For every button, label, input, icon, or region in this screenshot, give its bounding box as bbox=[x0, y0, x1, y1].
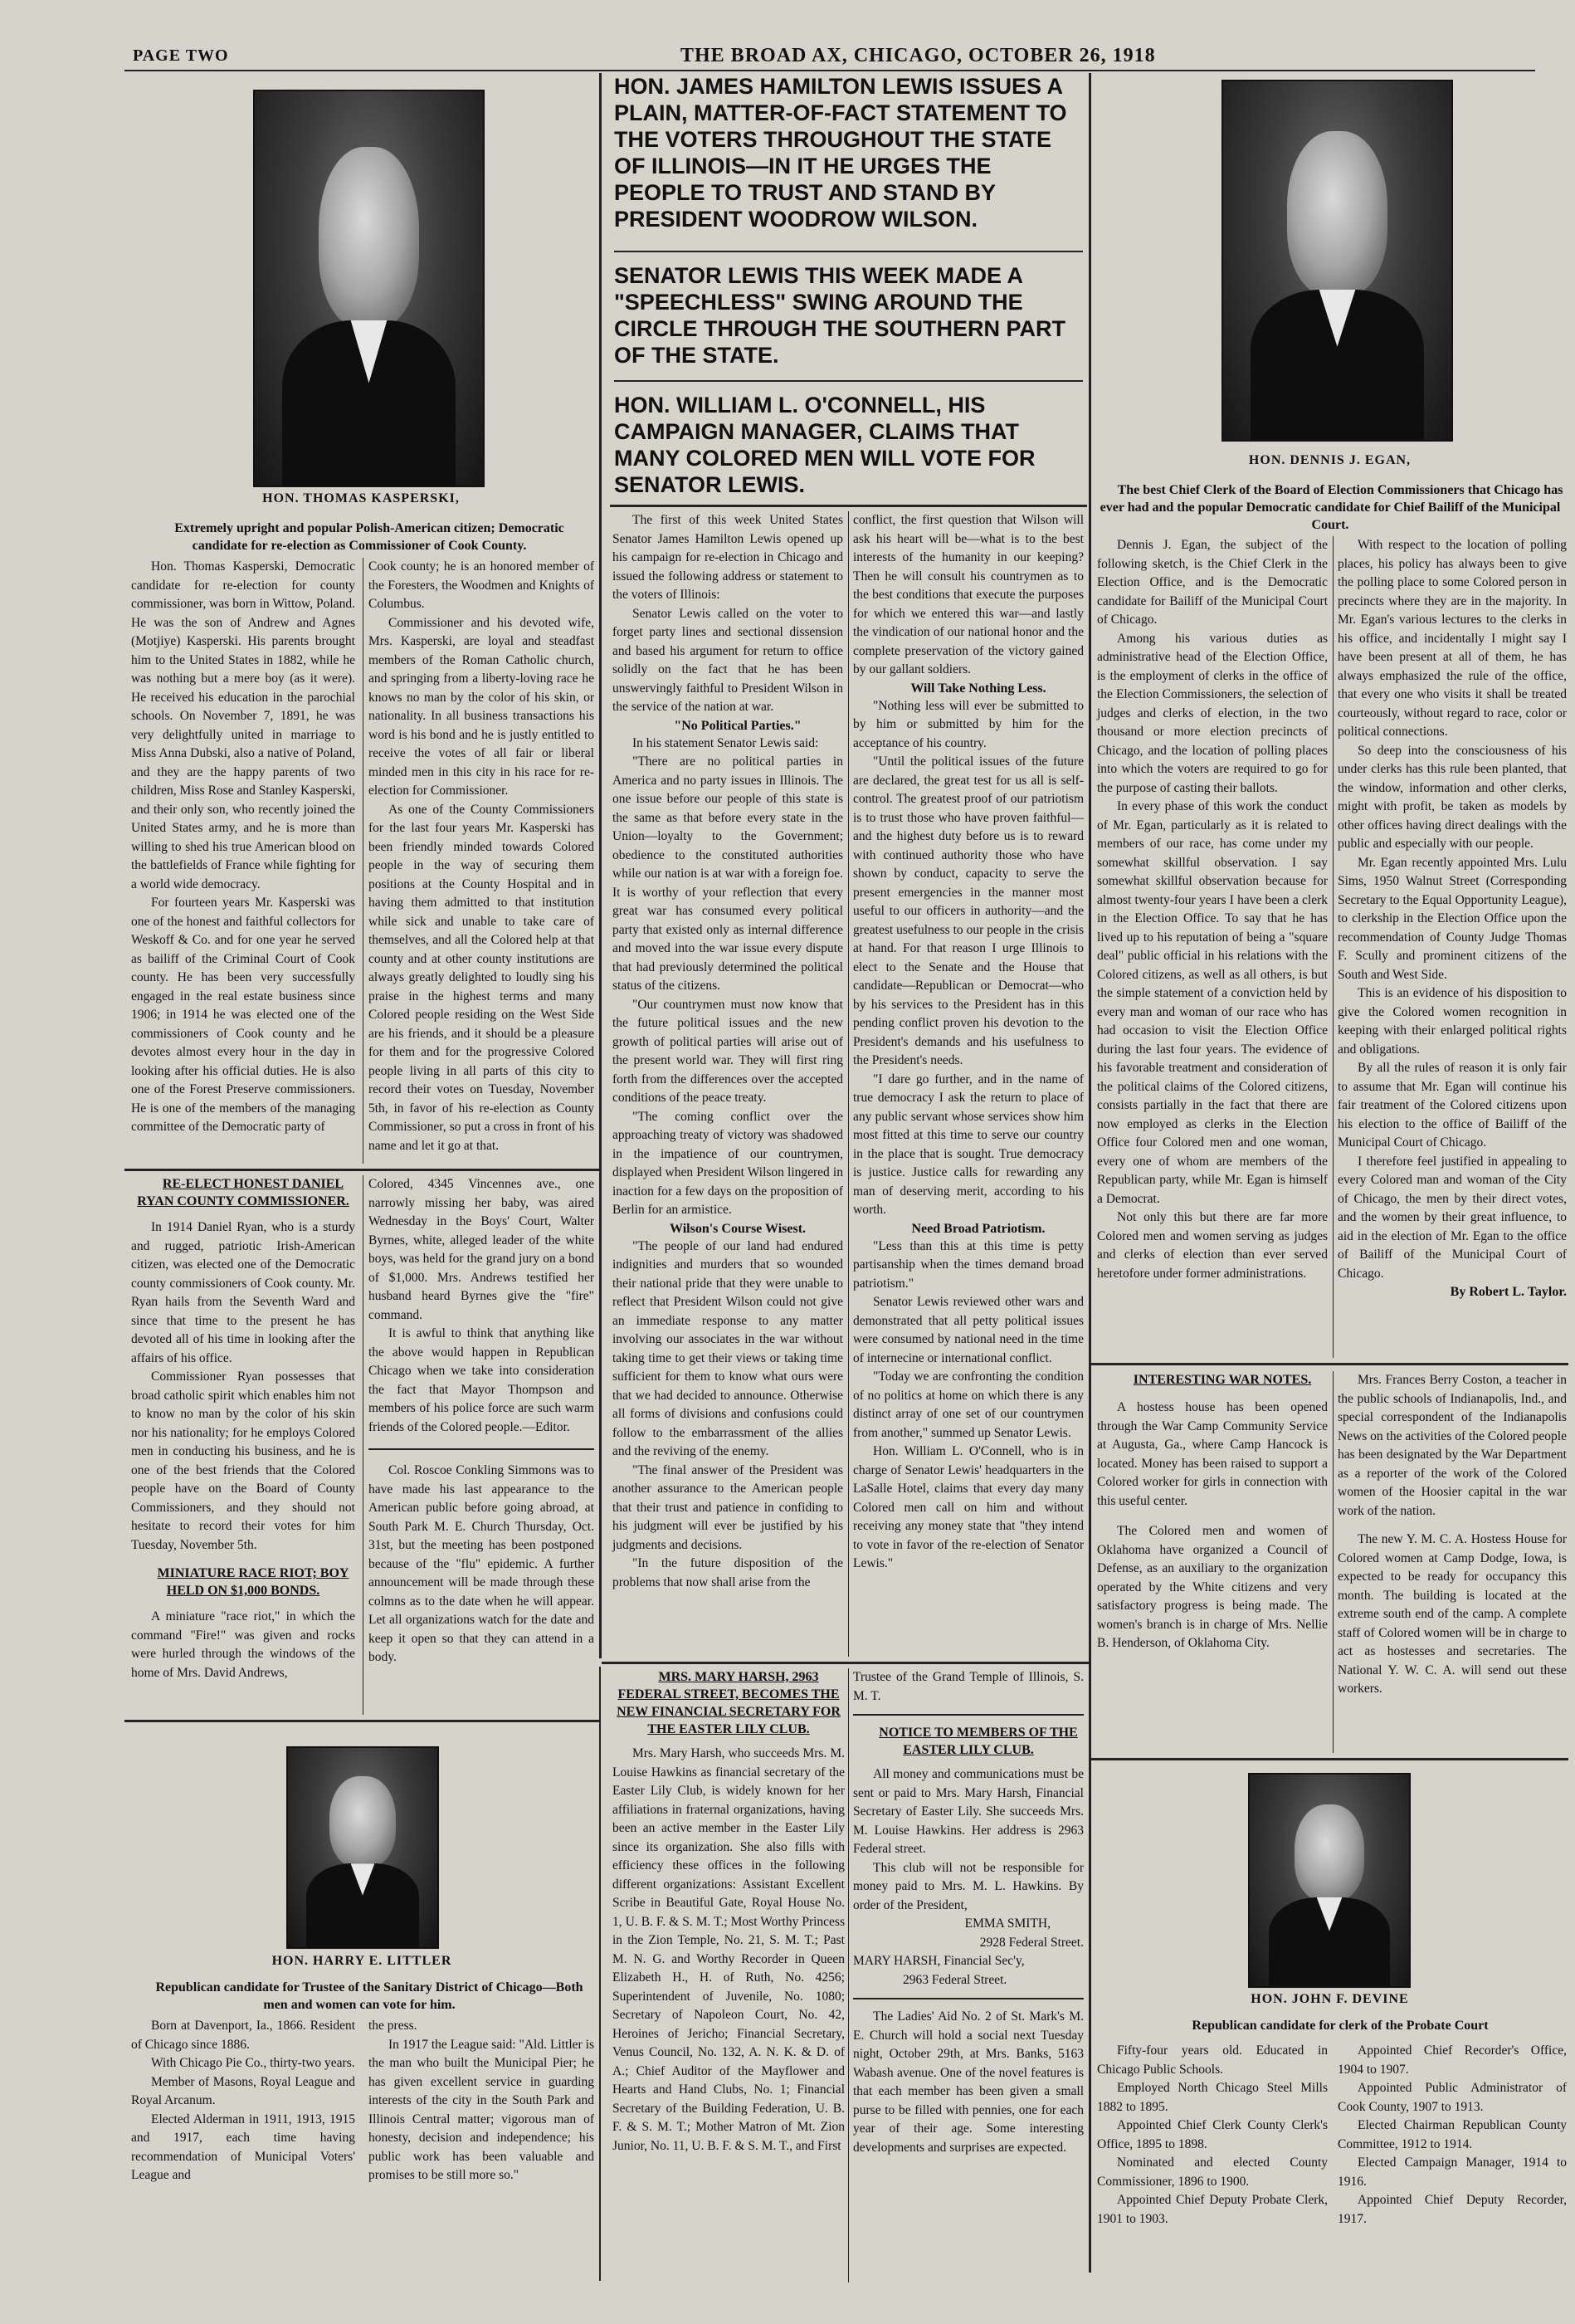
paragraph: "Nothing less will ever be submitted to by him or submitted by him for the acceptance of his country. bbox=[853, 698, 1084, 750]
article-column bbox=[612, 1668, 845, 2156]
paragraph: "Our countrymen must now know that the future political issues and the new growth of political parties will arise out of the present world war. They will first ring forth from the differences over the accepted conditions of the peace treaty. bbox=[612, 997, 843, 1105]
paragraph: Col. Roscoe Conkling Simmons was to have made his last appearance to the American public before going abroad, at South Park M. E. Church Thursday, Oct. 31st, but the meeting has been postponed because of the "flu" epidemic. A further announcement will be made through these colmns as to the date when he will appear. Let all organizations watch for the date and keep it open so that they can attend in a body. bbox=[368, 1463, 594, 1664]
paragraph: Nominated and elected County Commissioner, 1896 to 1900. bbox=[1097, 2156, 1328, 2189]
paragraph: In 1914 Daniel Ryan, who is a sturdy and rugged, patriotic Irish-American citizen, was elected one of the Democratic county commissioners of Cook county. Mr. Ryan hails from the Seventh Ward and since that time to the present he has devoted all of his time in looking after the affairs of his office. bbox=[131, 1220, 355, 1365]
headline: HON. JAMES HAMILTON LEWIS ISSUES A PLAIN, MATTER-OF-FACT STATEMENT TO THE VOTERS THROUGHOUT THE STATE OF ILLINOIS—IN IT HE URGES THE PEOPLE TO TRUST AND STAND BY PRESIDENT WOODROW WILSON. bbox=[614, 74, 1067, 232]
paragraph: By all the rules of reason it is only fair to assume that Mr. Egan will continue his fair treatment of the Colored citizens upon his election to the office of Bailiff of the Municipal Court of Chicago. bbox=[1338, 1061, 1567, 1150]
paragraph: "The final answer of the President was another assurance to the American people that their trust and patience in confiding to his judgment will ever be justified by his judgments and decisions. bbox=[612, 1462, 843, 1552]
page-label: PAGE TWO bbox=[133, 46, 229, 65]
article-column bbox=[1338, 1371, 1567, 1699]
paragraph: Not only this but there are far more Colored men and women serving as judges and clerks of election than ever served heretofore under former administrations. bbox=[1097, 1210, 1328, 1281]
paragraph: This is an evidence of his disposition to give the Colored women recognition in keeping with their enlarged political rights and obligations. bbox=[1338, 986, 1567, 1057]
column-rule bbox=[599, 1667, 601, 2281]
byline: By Robert L. Taylor. bbox=[1450, 1285, 1567, 1299]
section-rule bbox=[853, 1714, 1084, 1716]
paragraph: "Today we are confronting the condition of no politics at home on which there is any distinct array of one set of our countrymen from another," summed up Senator Lewis. bbox=[853, 1370, 1084, 1440]
signature: EMMA SMITH, bbox=[964, 1916, 1051, 1931]
article-column bbox=[368, 2017, 594, 2185]
paragraph: Trustee of the Grand Temple of Illinois, S. M. T. bbox=[853, 1670, 1084, 1703]
section-rule bbox=[124, 1720, 599, 1722]
subheading: Wilson's Course Wisest. bbox=[669, 1221, 807, 1236]
caption-name: HON. JOHN F. DEVINE bbox=[1251, 1992, 1409, 2006]
article-column bbox=[131, 558, 355, 1137]
portrait-photo bbox=[286, 1746, 439, 1949]
paragraph: Elected Alderman in 1911, 1913, 1915 and 1917, each time having recommendation of Municipal Voters' League and bbox=[131, 2112, 355, 2182]
subheading: "No Political Parties." bbox=[674, 718, 802, 733]
article-column bbox=[612, 511, 843, 1592]
masthead-rule bbox=[124, 70, 1535, 71]
paragraph: "Until the political issues of the future are declared, the great test for us all is self-control. The greatest proof of our patriotism is to trust those who have proven faithful—and the highest duty before us is to reward with continued authority those who have shown by conduct, capacity to serve the present emergencies in the manner most useful to our officers in authority—and the greatest usefulness to our people in the crisis at hand. For that reason I urge Illinois to elect to the Senate and the House that candidate—Republican or Democrat—who by his services to the President has in this pending conflict proven his devotion to the President's demands and his usefulness to the President's needs. bbox=[853, 754, 1084, 1067]
section-rule bbox=[602, 1662, 1089, 1664]
caption-subtitle: Extremely upright and popular Polish-American citizen; Democratic candidate for re-election as Commissioner of Cook County. bbox=[174, 521, 564, 553]
article-column bbox=[1338, 536, 1567, 1301]
paragraph: A miniature "race riot," in which the command "Fire!" was given and rocks were hurled through the windows of the home of Mrs. David Andrews, bbox=[131, 1609, 355, 1680]
article-column bbox=[131, 2017, 355, 2185]
section-rule bbox=[368, 1448, 594, 1450]
article-column bbox=[853, 1668, 1084, 2157]
paragraph: Employed North Chicago Steel Mills 1882 to 1895. bbox=[1097, 2081, 1328, 2114]
section-heading: MINIATURE RACE RIOT; BOY HELD ON $1,000 BONDS. bbox=[157, 1566, 349, 1598]
portrait-photo bbox=[253, 90, 485, 487]
column-rule bbox=[848, 511, 849, 1657]
paragraph: Hon. Thomas Kasperski, Democratic candidate for re-election for county commissioner, was born in Wittow, Poland. He was the son of Andrew and Agnes (Motjiye) Kasperski. His parents brought him to the United States in 1882, while he was nothing but a mere boy (as it were). He received his education in the parochial schools. On November 7, 1891, he was very delightfully united in marriage to Miss Anna Dubski, also a native of Poland, and they are the happy parents of two children, Miss Rose and Stanley Kasperski, and their only son, who recently joined the United States army, and he is more than willing to shed his true American blood on the battlefields of France while fighting for a world wide democracy. bbox=[131, 559, 355, 891]
paragraph: The new Y. M. C. A. Hostess House for Colored women at Camp Dodge, Iowa, is expected to be ready for occupancy this month. The building is located at the extreme south end of the camp. A complete staff of Colored women will be in charge to act as hostesses and secretaries. The National Y. W. C. A. will send out these workers. bbox=[1338, 1532, 1567, 1696]
article-column bbox=[131, 1175, 355, 1682]
paragraph: "The people of our land had endured indignities and murders that so wounded their national pride that they were unable to reflect that President Wilson could not give an immediate response to any matter involving our associates in the war without taking time to get their views or taking time sufficient for them to know what ours were that we had decided to announce. Otherwise all forms of divisions and confusions could follow to the embarrassment of the allies and the reviving of the enemy. bbox=[612, 1238, 843, 1458]
paragraph: conflict, the first question that Wilson will ask his heart will be—what is to the best interests of the humanity in our keeping? Then he will consult his countrymen as to the best conditions that execute the purposes for which we entered this war—and lastly the vindication of our national honor and the complete preservation of the victory gained by our gallant soldiers. bbox=[853, 513, 1084, 676]
section-heading: NOTICE TO MEMBERS OF THE EASTER LILY CLUB. bbox=[879, 1726, 1078, 1757]
paragraph: For fourteen years Mr. Kasperski was one of the honest and faithful collectors for Weskoff & Co. and for one year he served as bailiff of the Criminal Court of Cook county. He has been very successfully engaged in the real estate business since 1906; in 1914 he was elected one of the commissioners of Cook county and he devotes almost every hour in the day in looking after his official duties. He is also one of the Forest Preserve commissioners. He is one of the members of the managing committee of the Democratic party of bbox=[131, 896, 355, 1134]
signature-address: 2928 Federal Street. bbox=[979, 1935, 1084, 1950]
column-rule bbox=[1089, 73, 1091, 2273]
article-column bbox=[368, 1175, 594, 1667]
article-column bbox=[1097, 1371, 1328, 1653]
paragraph: In his statement Senator Lewis said: bbox=[632, 735, 819, 750]
portrait-photo bbox=[1221, 80, 1453, 442]
running-head bbox=[0, 43, 1575, 68]
column-rule bbox=[1333, 1371, 1334, 1753]
masthead: THE BROAD AX, CHICAGO, OCTOBER 26, 1918 bbox=[680, 45, 1156, 66]
paragraph: Mrs. Frances Berry Coston, a teacher in the public schools of Indianapolis, Ind., and special correspondent of the Indianapolis News on the activities of the Colored people has been designated by the War Department as a reporter of the work of the Colored women of the Hoosier capital in the war work of the nation. bbox=[1338, 1373, 1567, 1518]
paragraph: "The coming conflict over the approaching treaty of victory was shadowed in the impatience of our countrymen, displayed when President Wilson lingered in inaction for a few days on the proposition of Berlin for an armistice. bbox=[612, 1109, 843, 1217]
paragraph: Hon. William L. O'Connell, who is in charge of Senator Lewis' headquarters in the LaSalle Hotel, claims that every day many Colored men call on him and without receiving any money state that "they intend to vote in favor of the re-election of Senator Lewis." bbox=[853, 1444, 1084, 1570]
paragraph: the press. bbox=[368, 2019, 417, 2033]
headline: SENATOR LEWIS THIS WEEK MADE A "SPEECHLESS" SWING AROUND THE CIRCLE THROUGH THE SOUTHERN PART OF THE STATE. bbox=[614, 263, 1065, 368]
section-heading: INTERESTING WAR NOTES. bbox=[1133, 1373, 1312, 1387]
paragraph: The Ladies' Aid No. 2 of St. Mark's M. E. Church will hold a social next Tuesday night, October 29th, at Mrs. Banks, 5163 Wabash avenue. One of the novel features is that each member has been given a small purse to be filled with pennies, one for each year of their age. Some interesting developments and surprises are expected. bbox=[853, 2009, 1084, 2155]
paragraph: Mrs. Mary Harsh, who succeeds Mrs. M. Louise Hawkins as financial secretary of the Easter Lily Club, is widely known for her affiliations in fraternal organizations, having been an active member in the Easter Lily since its organization. She also fills with efficiency these offices in the following different organizations: Assistant Excellent Scribe in Beautiful Gate, Royal House No. 1, U. B. F. & S. M. T.; Most Worthy Princess in the Zion Temple, No. 21, S. M. T.; Past M. N. G. and Worthy Recorder in Queen Elizabeth H., H. of Ruth, No. 4256; Superintendent of Juvenile, No. 1080; Secretary of Napoleon Court, No. 42, Heroines of Jericho; Financial Secretary, Venus Council, No. 132, A. N. K. & D. of A.; Chief Auditor of the Mayflower and Hearts and Hand Clubs, No. 1; Financial Secretary of the Building Federation, U. B. F. & S. M. T.; Mother Matron of Mt. Zion Junior, No. 11, U. B. F. & S. M. T., and First bbox=[612, 1746, 845, 2153]
paragraph: Member of Masons, Royal League and Royal Arcanum. bbox=[131, 2074, 355, 2107]
paragraph: Senator Lewis called on the voter to forget party lines and sectional dissension and based his argument for return to office solidly on the fact that he has been unswervingly faithful to President Wilson in the service of the nation at war. bbox=[612, 606, 843, 714]
paragraph: Appointed Chief Deputy Recorder, 1917. bbox=[1338, 2193, 1567, 2226]
headline-rule bbox=[614, 380, 1083, 382]
signature-address: 2963 Federal Street. bbox=[903, 1972, 1007, 1987]
column-rule bbox=[848, 1668, 849, 2282]
paragraph: In every phase of this work the conduct of Mr. Egan, particularly as it is related to members of our race, has come under my somewhat skillful observation. I say somewhat skillful observation because for almost twenty-four years I have been a clerk in the Election Office. To say that he has lived up to his reputation of being a "square deal" public official in his relations with the Colored citizens, as well as all others, is but the simple statement of a conviction held by every man and woman of our race who has had occasion to visit the Election Office during the last four years. The evidence of his favorable treatment and consideration of the political claims of the Colored citizens, consists partially in the fact that there are now employed as clerks in the Election Office four Colored men and one woman, every one of whom are members of the Republican party, while Mr. Egan is himself a Democrat. bbox=[1097, 799, 1328, 1206]
paragraph: Commissioner Ryan possesses that broad catholic spirit which enables him not to know no man by the color of his skin nor his nationality; for he employs Colored men in conducting his business, and he is one of the best friends that the Colored people have on the Board of County Commissioners, and they should not hesitate to record their votes for him Tuesday, November 5th. bbox=[131, 1370, 355, 1552]
section-rule bbox=[124, 1169, 599, 1171]
paragraph: Fifty-four years old. Educated in Chicago Public Schools. bbox=[1097, 2043, 1328, 2077]
section-heading: MRS. MARY HARSH, 2963 FEDERAL STREET, BECOMES THE NEW FINANCIAL SECRETARY FOR THE EASTER LILY CLUB. bbox=[617, 1670, 841, 1736]
paragraph: "In the future disposition of the problems that now shall arise from the bbox=[612, 1556, 843, 1589]
paragraph: Senator Lewis reviewed other wars and demonstrated that all petty political issues were consumed by national need in the time of internecine or international conflict. bbox=[853, 1295, 1084, 1365]
caption-subtitle: Republican candidate for clerk of the Probate Court bbox=[1192, 2019, 1489, 2033]
paragraph: Appointed Chief Recorder's Office, 1904 to 1907. bbox=[1338, 2043, 1567, 2077]
subheading: Need Broad Patriotism. bbox=[911, 1221, 1046, 1236]
section-rule bbox=[1091, 1758, 1568, 1760]
paragraph: With Chicago Pie Co., thirty-two years. bbox=[151, 2056, 355, 2070]
paragraph: Colored, 4345 Vincennes ave., one narrowly missing her baby, was aired Wednesday in the Boys' Court, Walter Byrnes, white, alleged leader of the white boys, was held for the grand jury on a bond of $1,000. Mrs. Andrews testified her husband heard Byrnes give the "fire" command. bbox=[368, 1177, 594, 1322]
section-rule bbox=[1091, 1363, 1568, 1365]
paragraph: Commissioner and his devoted wife, Mrs. Kasperski, are loyal and steadfast members of the Roman Catholic church, and springing from a liberty-loving race he knows no man by the color of his skin, or nationality. In all business transactions his word is his bond and he is justly entitled to receive the votes of all fair or liberal minded men in this city in his race for re-election for Commissioner. bbox=[368, 615, 594, 798]
caption-subtitle: The best Chief Clerk of the Board of Election Commissioners that Chicago has ever had and the popular Democratic candidate for Chief Bailiff of the Municipal Court. bbox=[1100, 483, 1563, 532]
column-rule bbox=[1333, 536, 1334, 1358]
portrait-photo bbox=[1248, 1773, 1411, 1988]
paragraph: Elected Chairman Republican County Committee, 1912 to 1914. bbox=[1338, 2118, 1567, 2151]
paragraph: It is awful to think that anything like the above would happen in Republican Chicago when we take into consideration the fact that Mayor Thompson and members of his police force are such warm friends of the Colored people.—Editor. bbox=[368, 1326, 594, 1434]
headline: HON. WILLIAM L. O'CONNELL, HIS CAMPAIGN MANAGER, CLAIMS THAT MANY COLORED MEN WILL VOTE FOR SENATOR LEWIS. bbox=[614, 393, 1036, 497]
paragraph: With respect to the location of polling places, his policy has always been to give the polling place to some Colored person in precincts where they are in the majority. In Mr. Egan's various lectures to the clerks in his office, and incidentally I might say I have been present at all of them, he has always emphasized the rule of the office, that every one who visits it shall be treated courteously, without regard to race, color or political connections. bbox=[1338, 538, 1567, 739]
headline-rule bbox=[614, 251, 1083, 252]
column-rule bbox=[599, 73, 602, 1658]
paragraph: Mr. Egan recently appointed Mrs. Lulu Sims, 1950 Walnut Street (Corresponding Secretary to the Equal Opportunity League), to clerkship in the Election Office upon the recommendation of County Judge Thomas F. Scully and prominent citizens of the South and West Side. bbox=[1338, 855, 1567, 982]
paragraph: All money and communications must be sent or paid to Mrs. Mary Harsh, Financial Secretary of Easter Lily. She succeeds Mrs. M. Louise Hawkins. Her address is 2963 Federal street. bbox=[853, 1767, 1084, 1856]
article-column bbox=[853, 511, 1084, 1574]
paragraph: This club will not be responsible for money paid to Mrs. M. L. Hawkins. By order of the President, bbox=[853, 1860, 1084, 1912]
signature: MARY HARSH, Financial Sec'y, bbox=[853, 1954, 1025, 1968]
article-column bbox=[1097, 2042, 1328, 2229]
paragraph: In 1917 the League said: "Ald. Littler is the man who built the Municipal Pier; he has given excellent service in guarding interests of the city in the South Park and Illinois Central matter; vigorous man of honesty, decision and independence; his public work has been valuable and promises to be still more so." bbox=[368, 2037, 594, 2182]
article-column bbox=[1338, 2042, 1567, 2229]
caption-name: HON. HARRY E. LITTLER bbox=[271, 1954, 452, 1968]
paragraph: I therefore feel justified in appealing to every Colored man and woman of the City of Chicago, the men by their direct votes, and the women by their great influence, to aid in the election of Mr. Egan to the office of Bailiff of the Municipal Court of Chicago. bbox=[1338, 1154, 1567, 1281]
paragraph: Appointed Chief Deputy Probate Clerk, 1901 to 1903. bbox=[1097, 2193, 1328, 2226]
section-heading: RE-ELECT HONEST DANIEL RYAN COUNTY COMMISSIONER. bbox=[137, 1177, 349, 1208]
paragraph: "There are no political parties in America and no party issues in Illinois. The one issue before our people of this state is the same as that before every state in the Union—loyalty to the Government; obedience to the constituted authorities while our nation is at war with a foreign foe. It is worthy of your reflection that every great war has consumed every political party that existed only as internal difference and moved into the war issue every dispute that had previously determined the political status of the citizens. bbox=[612, 754, 843, 993]
paragraph: The Colored men and women of Oklahoma have organized a Council of Defense, as an auxiliary to the organization operated by the White citizens and very satisfactory progress is being made. The women's branch is in charge of Mrs. Nellie B. Henderson, of Oklahoma City. bbox=[1097, 1524, 1328, 1650]
paragraph: "Less than this at this time is petty partisanship when the times demand broad patriotism." bbox=[853, 1238, 1084, 1291]
caption-name: HON. THOMAS KASPERSKI, bbox=[262, 491, 460, 505]
paragraph: Appointed Chief Clerk County Clerk's Office, 1895 to 1898. bbox=[1097, 2118, 1328, 2151]
article-column bbox=[1097, 536, 1328, 1283]
paragraph: Appointed Public Administrator of Cook County, 1907 to 1913. bbox=[1338, 2081, 1567, 2114]
paragraph: As one of the County Commissioners for the last four years Mr. Kasperski has been friendly minded towards Colored people in the way of securing them positions at the County Hospital and in having them admitted to that institution while sick and unable to take care of themselves, and all the Colored help at that county and at other county institutions are always greatly delighted to loudly sing his praise in the highest terms and many Colored people residing on the West Side are his friends, and it should be a pleasure for them and for the progressive Colored people living in all parts of this city to record their votes on Tuesday, November 5th, in favor of his re-election as County Commissioner, so put a cross in front of his name and let it go at that. bbox=[368, 802, 594, 1153]
caption-name: HON. DENNIS J. EGAN, bbox=[1248, 453, 1412, 467]
headline-rule bbox=[610, 505, 1087, 507]
paragraph: Among his various duties as administrative head of the Election Office, is the employment of clerks in the office of the Election Commissioners, the selection of judges and clerks of election, in the two thousand or more election precincts of Chicago, and the location of polling places into which the voters are required to go for the purpose of casting their ballots. bbox=[1097, 631, 1328, 795]
paragraph: Dennis J. Egan, the subject of the following sketch, is the Chief Clerk in the Election Office, and is the Democratic candidate for Bailiff of the Municipal Court of Chicago. bbox=[1097, 538, 1328, 627]
paragraph: Elected Campaign Manager, 1914 to 1916. bbox=[1338, 2156, 1567, 2189]
paragraph: So deep into the consciousness of his under clerks has this rule been planted, that the window, information and other clerks, might with profit, be taken as models by other offices having direct dealings with the public and especially with our people. bbox=[1338, 743, 1567, 851]
paragraph: Cook county; he is an honored member of the Foresters, the Woodmen and Knights of Columbus. bbox=[368, 559, 594, 611]
paragraph: A hostess house has been opened through the War Camp Community Service at Augusta, Ga., where Camp Hancock is located. Money has been raised to support a Colored worker for girls in connection with this useful center. bbox=[1097, 1400, 1328, 1508]
paragraph: "I dare go further, and in the name of true democracy I ask the return to place of any public servant whose services show him most fitted at this time to serve our country in the place that is sought. True democracy is justice. Justice calls for rewarding any man of deserving merit, according to his worth. bbox=[853, 1072, 1084, 1217]
paragraph: The first of this week United States Senator James Hamilton Lewis opened up his campaign for re-election in Chicago and issued the following address or statement to the voters of Illinois: bbox=[612, 513, 843, 602]
subheading: Will Take Nothing Less. bbox=[910, 681, 1046, 696]
caption-subtitle: Republican candidate for Trustee of the Sanitary District of Chicago—Both men and women can vote for him. bbox=[155, 1980, 583, 2012]
paragraph: Born at Davenport, Ia., 1866. Resident of Chicago since 1886. bbox=[131, 2019, 355, 2052]
article-column bbox=[368, 558, 594, 1155]
section-rule bbox=[853, 1998, 1084, 1999]
